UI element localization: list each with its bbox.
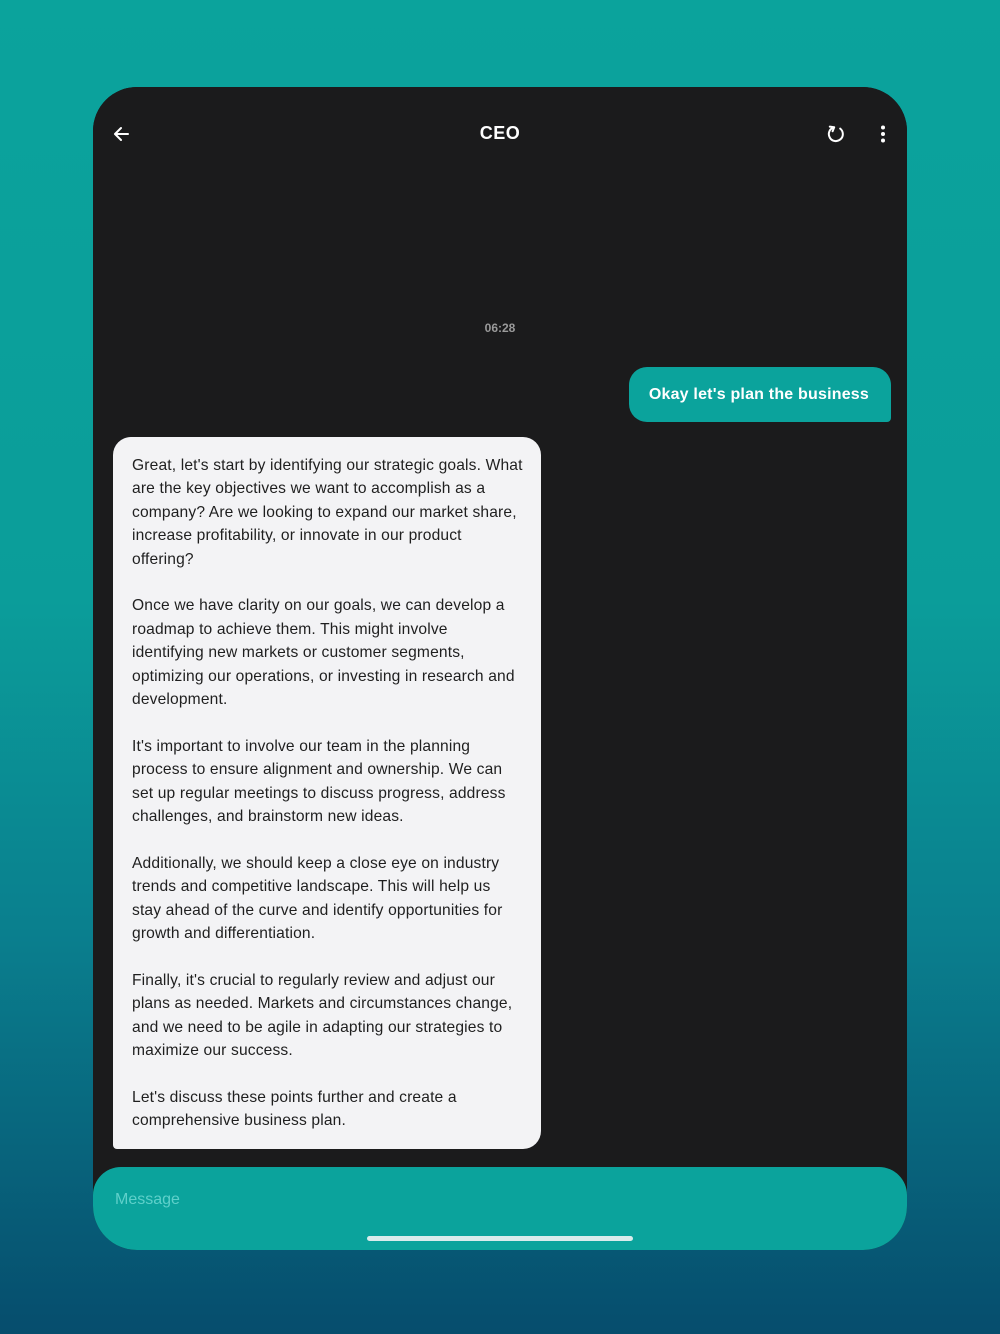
assistant-message-paragraph: Let's discuss these points further and create a comprehensive business plan. [132,1088,457,1130]
assistant-message-bubble[interactable] [113,437,541,1149]
assistant-message-paragraph: It's important to involve our team in the planning process to ensure alignment and ownership. We can set up regular meetings to discuss progress, address challenges, and brainstorm new ideas. [132,737,506,826]
refresh-icon [826,124,846,144]
page-title: CEO [479,123,521,143]
more-options-button[interactable] [873,122,893,146]
user-message-bubble[interactable] [629,367,891,422]
message-timestamp: 06:28 [484,321,516,335]
top-bar [93,87,907,163]
assistant-message-paragraph: Great, let's start by identifying our strategic goals. What are the key objectives we want to accomplish as a company? Are we looking to expand our market share, increase profitability, or innovate in our product offering? [132,457,523,568]
assistant-message-paragraph: Once we have clarity on our goals, we can develop a roadmap to achieve them. This might involve identifying new markets or customer segments, optimizing our operations, or investing in research and development. [132,597,515,709]
home-indicator[interactable] [367,1236,633,1241]
chat-thread[interactable] [93,163,907,1167]
refresh-button[interactable] [824,122,848,146]
message-composer [93,1167,907,1250]
message-input[interactable] [115,1185,875,1215]
app-window [93,87,907,1250]
user-message-text: Okay let's plan the business [648,385,869,403]
assistant-message-paragraph: Finally, it's crucial to regularly review and adjust our plans as needed. Markets and circumstances change, and we need to be agile in adapting our strategies to maximize our success. [132,971,513,1060]
more-vertical-icon [880,125,886,143]
assistant-message-paragraph: Additionally, we should keep a close eye on industry trends and competitive landscape. This will help us stay ahead of the curve and identify opportunities for growth and differentiation. [132,854,503,943]
